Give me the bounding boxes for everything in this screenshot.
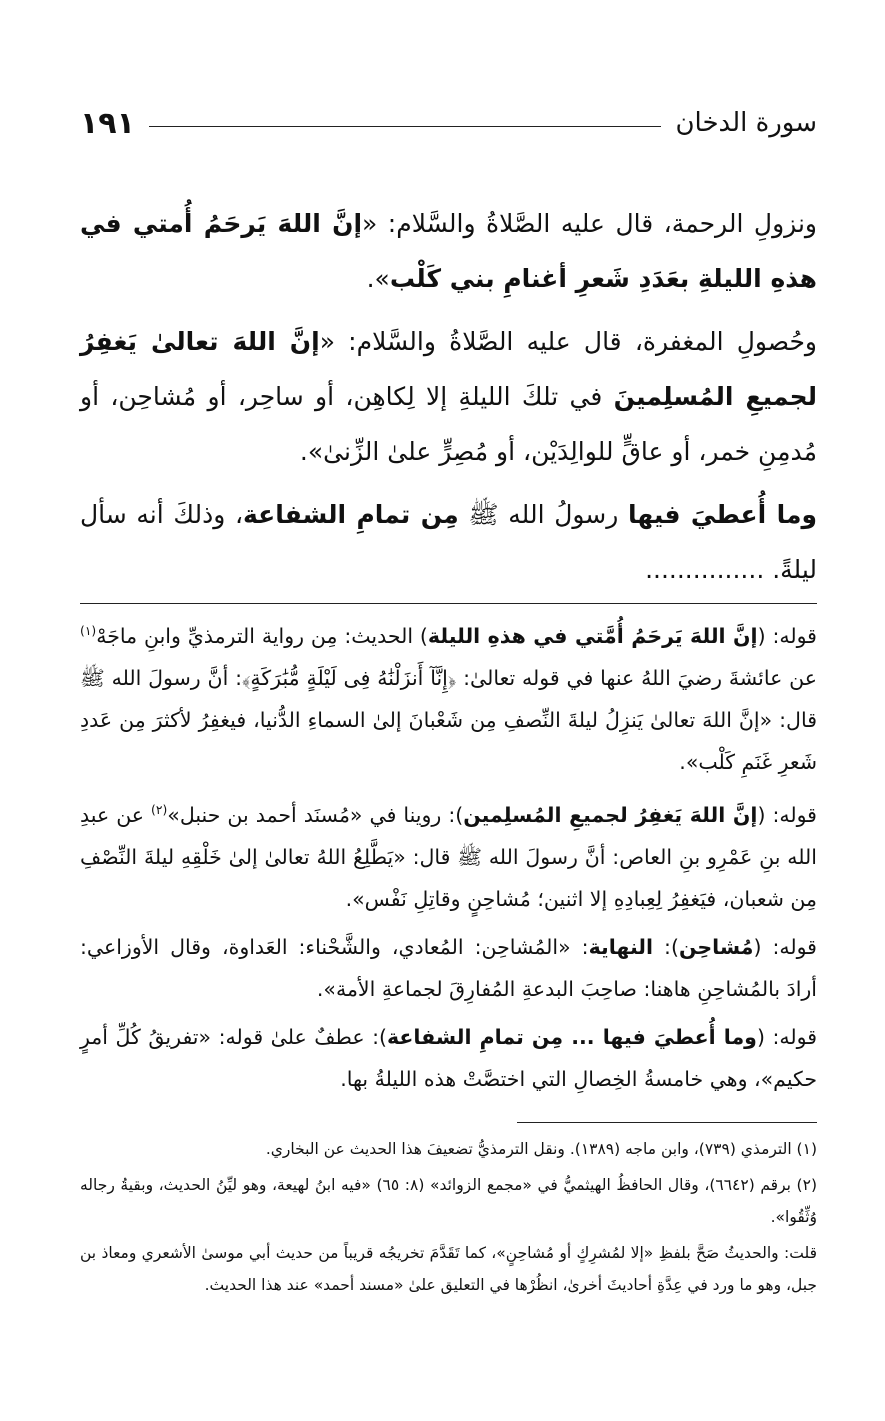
sharh-paragraph-4 — [80, 1016, 817, 1100]
matn-1-end: ». — [366, 264, 390, 293]
commentary — [80, 610, 817, 1100]
sharh-3-source: النهاية — [588, 934, 654, 959]
footnote-ref-2: (٢) — [151, 802, 168, 817]
sharh-3-sep: ): — [653, 934, 679, 959]
footnotes — [80, 1133, 817, 1301]
matn-2-hadith: إنَّ اللهَ تعالىٰ يَغفِرُ لجميعِ المُسلِمينَ — [80, 327, 818, 411]
footnote-3: قلت: والحديثُ صَحَّ بلفظِ «إلا لمُشرِكٍ أو مُشاحِنٍ»، كما تَقَدَّمَ تخريجُه قريباً من حديث أبي موسىٰ الأشعري ومعاذ بن جبل، وهو ما ورد في عِدَّةِ أحاديثَ أخرىٰ، انظُرْها في التعليق علىٰ «مسند أحمد» عند هذا الحديث. — [80, 1243, 817, 1294]
sharh-2-rest: عن عبدِ الله بنِ عَمْرِو بنِ العاص: أنَّ رسولَ الله ﷺ قال: «يَطَّلِعُ اللهُ تعالىٰ إلىٰ خَلْقِهِ ليلةَ النِّصْفِ مِن شعبان، فيَغفِرُ لِعِبادِهِ إلا اثنين؛ مُشاحِنٍ وقاتِلِ نَفْس». — [80, 802, 817, 911]
sharh-3-rest: : «المُشاحِن: المُعادي، والشَّحْناء: العَداوة، وقال الأوزاعي: أرادَ بالمُشاحِنِ هاهنا: صاحِبَ البدعةِ المُفارِقَ لجماعةِ الأمة». — [80, 934, 817, 1001]
sharh-1-intro: قوله: ( — [757, 623, 817, 648]
page-header — [80, 100, 817, 146]
sharh-2-quote: إنَّ اللهَ يَغفِرُ لجميعِ المُسلِمين — [463, 802, 758, 827]
surah-title: سورة الدخان — [675, 108, 817, 138]
sharh-1-quote: إنَّ اللهَ يَرحَمُ أُمَّتي في هذهِ الليلة — [427, 623, 758, 648]
main-text — [80, 196, 817, 597]
sharh-1-text: ) الحديث: مِن رواية الترمذيِّ وابنِ ماجَهْ — [96, 623, 428, 648]
matn-1-intro: ونزولِ الرحمة، قال عليه الصَّلاةُ والسَّلام: « — [362, 209, 817, 238]
matn-1-hadith: إنَّ اللهَ يَرحَمُ أُمتي في هذهِ الليلةِ بعَدَدِ شَعرِ أغنامِ بني كَلْب — [80, 209, 817, 293]
sharh-paragraph-1 — [80, 610, 817, 783]
footnote-ref-1: (١) — [80, 624, 97, 638]
matn-3-bold-2: مِن تمامِ الشفاعة — [243, 500, 459, 529]
matn-3-bold-1: وما أُعطيَ فيها — [627, 500, 817, 529]
sharh-4-rest: ): عطفٌ علىٰ قوله: «تفريقُ كُلِّ أمرٍ حكيم»، وهي خامسةُ الخِصالِ التي اختصَّتْ هذه الليلةُ بها. — [80, 1024, 817, 1091]
sharh-paragraph-2 — [80, 789, 817, 920]
matn-paragraph-2 — [80, 314, 817, 479]
footnote-1: (١) الترمذي (٧٣٩)، وابن ماجه (١٣٨٩). ونقل الترمذيُّ تضعيفَ هذا الحديث عن البخاري. — [265, 1139, 817, 1158]
sharh-4-quote: وما أُعطيَ فيها ... مِن تمامِ الشفاعة — [387, 1024, 757, 1049]
matn-3-text: رسولُ الله ﷺ — [458, 500, 628, 529]
sharh-paragraph-3 — [80, 926, 817, 1010]
sharh-2-text: ): روينا في «مُسنَد أحمد بن حنبل» — [167, 802, 464, 827]
book-page — [80, 100, 817, 1305]
page-number: ١٩١ — [80, 105, 135, 141]
header-rule — [149, 126, 662, 127]
matn-2-intro: وحُصولِ المغفرة، قال عليه الصَّلاةُ والسَّلام: « — [319, 327, 817, 356]
matn-paragraph-3 — [80, 487, 817, 597]
matn-paragraph-1 — [80, 196, 817, 306]
sharh-3-intro: قوله: ( — [753, 934, 817, 959]
matn-3-rest: ، وذلكَ أنه سأل ليلةً. ............... — [80, 500, 817, 584]
sharh-3-quote: مُشاحِن — [678, 934, 754, 959]
section-divider — [80, 603, 817, 604]
sharh-4-intro: قوله: ( — [756, 1024, 817, 1049]
sharh-1-rest: عن عائشةَ رضيَ اللهُ عنها في قوله تعالىٰ: ﴿إِنَّآ أَنزَلْنَٰهُ فِى لَيْلَةٍ مُّبَٰرَكَةٍ﴾: أنَّ رسولَ الله ﷺ قال: «إنَّ اللهَ تعالىٰ يَنزِلُ ليلةَ النِّصفِ مِن شَعْبانَ إلىٰ السماءِ الدُّنيا، فيغفِرُ لأكثرَ مِن عَددِ شَعرِ غَنَمِ كَلْب». — [80, 665, 817, 774]
footnote-2: (٢) برقم (٦٦٤٢)، وقال الحافظُ الهيثميُّ في «مجمع الزوائد» (٨: ٦٥) «فيه ابنُ لهيعة، وهو ليِّنُ الحديث، وبقيةُ رجاله وُثِّقُوا». — [80, 1175, 817, 1226]
sharh-2-intro: قوله: ( — [757, 802, 817, 827]
matn-2-rest: في تلكَ الليلةِ إلا لِكاهِن، أو ساحِر، أو مُشاحِن، أو مُدمِنِ خمر، أو عاقٍّ للوالِدَيْن، أو مُصِرٍّ علىٰ الزِّنىٰ». — [80, 382, 817, 466]
footnote-rule — [517, 1122, 817, 1123]
